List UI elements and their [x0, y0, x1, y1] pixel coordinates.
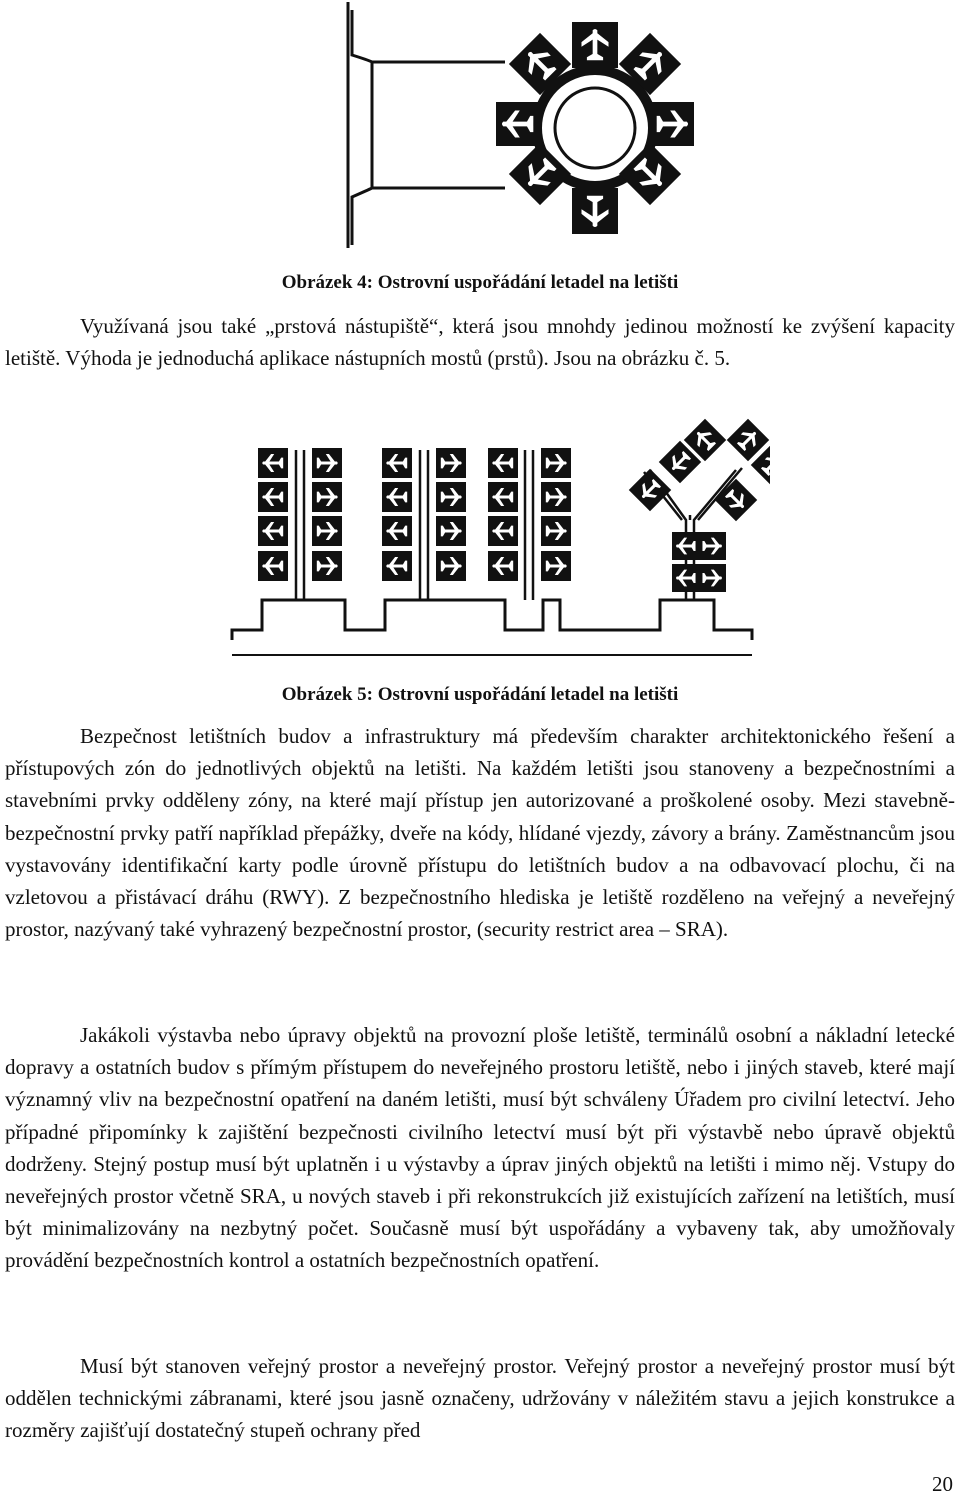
gate-box	[488, 516, 518, 546]
gate-box	[312, 482, 342, 512]
gate-box	[436, 551, 466, 581]
gate-n	[572, 22, 618, 68]
page-number: 20	[932, 1472, 953, 1496]
gate-s	[572, 188, 618, 234]
figure-5-caption: Obrázek 5: Ostrovní uspořádání letadel na letišti	[281, 684, 679, 705]
gate-box	[541, 516, 571, 546]
gate-box	[541, 448, 571, 478]
terminal-building	[232, 600, 752, 640]
gate-box	[258, 482, 288, 512]
terminal-outline	[348, 2, 505, 248]
gate-box	[488, 482, 518, 512]
gate-box	[672, 532, 700, 560]
gate-box	[436, 516, 466, 546]
gate-box	[312, 551, 342, 581]
gate-box	[541, 551, 571, 581]
paragraph-2: Bezpečnost letištních budov a infrastruktury má především charakter architektonického řešení a přístupových zón do jednotlivých objektů na letišti. Na každém letišti jsou stanoveny a bezpečnostními a stavebními prvky odděleny zóny, na které mají přístup jen autorizované a proškolené osoby. Mezi stavebně-bezpečnostní prvky patří například přepážky, dveře na kódy, hlídané vjezdy, závory a brány. Zaměstnancům jsou vystavovány identifikační karty podle úrovně přístupu do letištních budov a na odbavovací plochu, či na vzletovou a přistávací dráhu (RWY). Z bezpečnostního hlediska je letiště rozděleno na veřejný a neveřejný prostor, nazývaný také vyhrazený bezpečnostní prostor, (security restrict area – SRA).	[5, 724, 955, 942]
gate-box	[382, 448, 412, 478]
gate-box	[698, 532, 726, 560]
gate-box	[436, 482, 466, 512]
gate-box	[258, 551, 288, 581]
gate-box	[258, 516, 288, 546]
gate-box	[698, 564, 726, 592]
gate-box	[382, 516, 412, 546]
gate-e	[650, 102, 694, 146]
gate-box	[488, 551, 518, 581]
gate-box	[488, 448, 518, 478]
gate-w	[496, 102, 540, 146]
gate-box	[312, 448, 342, 478]
figure-4-caption: Obrázek 4: Ostrovní uspořádání letadel na letišti	[281, 272, 679, 293]
gate-box	[436, 448, 466, 478]
gate-box	[541, 482, 571, 512]
gate-box	[629, 469, 671, 511]
gate-box	[382, 482, 412, 512]
gate-box	[312, 516, 342, 546]
gate-box	[715, 479, 757, 521]
paragraph-1: Využívaná jsou také „prstová nástupiště“, která jsou mnohdy jedinou možností ke zvýšení kapacity letiště. Výhoda je jednoduchá aplikace nástupních mostů (prstů). Jsou na obrázku č. 5.	[5, 314, 955, 371]
gate-box	[258, 448, 288, 478]
gate-box	[382, 551, 412, 581]
paragraph-3: Jakákoli výstavba nebo úpravy objektů na provozní ploše letiště, terminálů osobní a nákladní letecké dopravy a ostatních budov s přímým přístupem do neveřejného prostoru letiště, nebo i jiných staveb, které mají významný vliv na bezpečnostní opatření na daném letišti, musí být schváleny Úřadem pro civilní letectví. Jeho případné připomínky k zajištění bezpečnosti civilního letectví musí být při výstavbě nebo úpravě objektů dodrženy. Stejný postup musí být uplatněn i u výstavby a úprav jiných objektů na letišti i mimo něj. Vstupy do neveřejných prostor včetně SRA, u nových staveb i při rekonstrukcích již existujících zařízení na letištích, musí být minimalizovány na nezbytný počet. Současně musí být uspořádány a vybaveny tak, aby umožňovaly provádění bezpečnostních kontrol a ostatních bezpečnostních opatření.	[5, 1023, 955, 1273]
gate-box	[672, 564, 700, 592]
figure-5-gates	[258, 419, 770, 592]
paragraph-4: Musí být stanoven veřejný prostor a neveřejný prostor. Veřejný prostor a neveřejný prostor musí být oddělen technickými zábranami, které jsou jasně označeny, udržovány v náležitém stavu a jejich konstrukce a rozměry zajišťují dostatečný stupeň ochrany před	[5, 1354, 955, 1443]
figure-5-diagram	[225, 415, 770, 665]
figure-4-diagram	[330, 0, 700, 250]
